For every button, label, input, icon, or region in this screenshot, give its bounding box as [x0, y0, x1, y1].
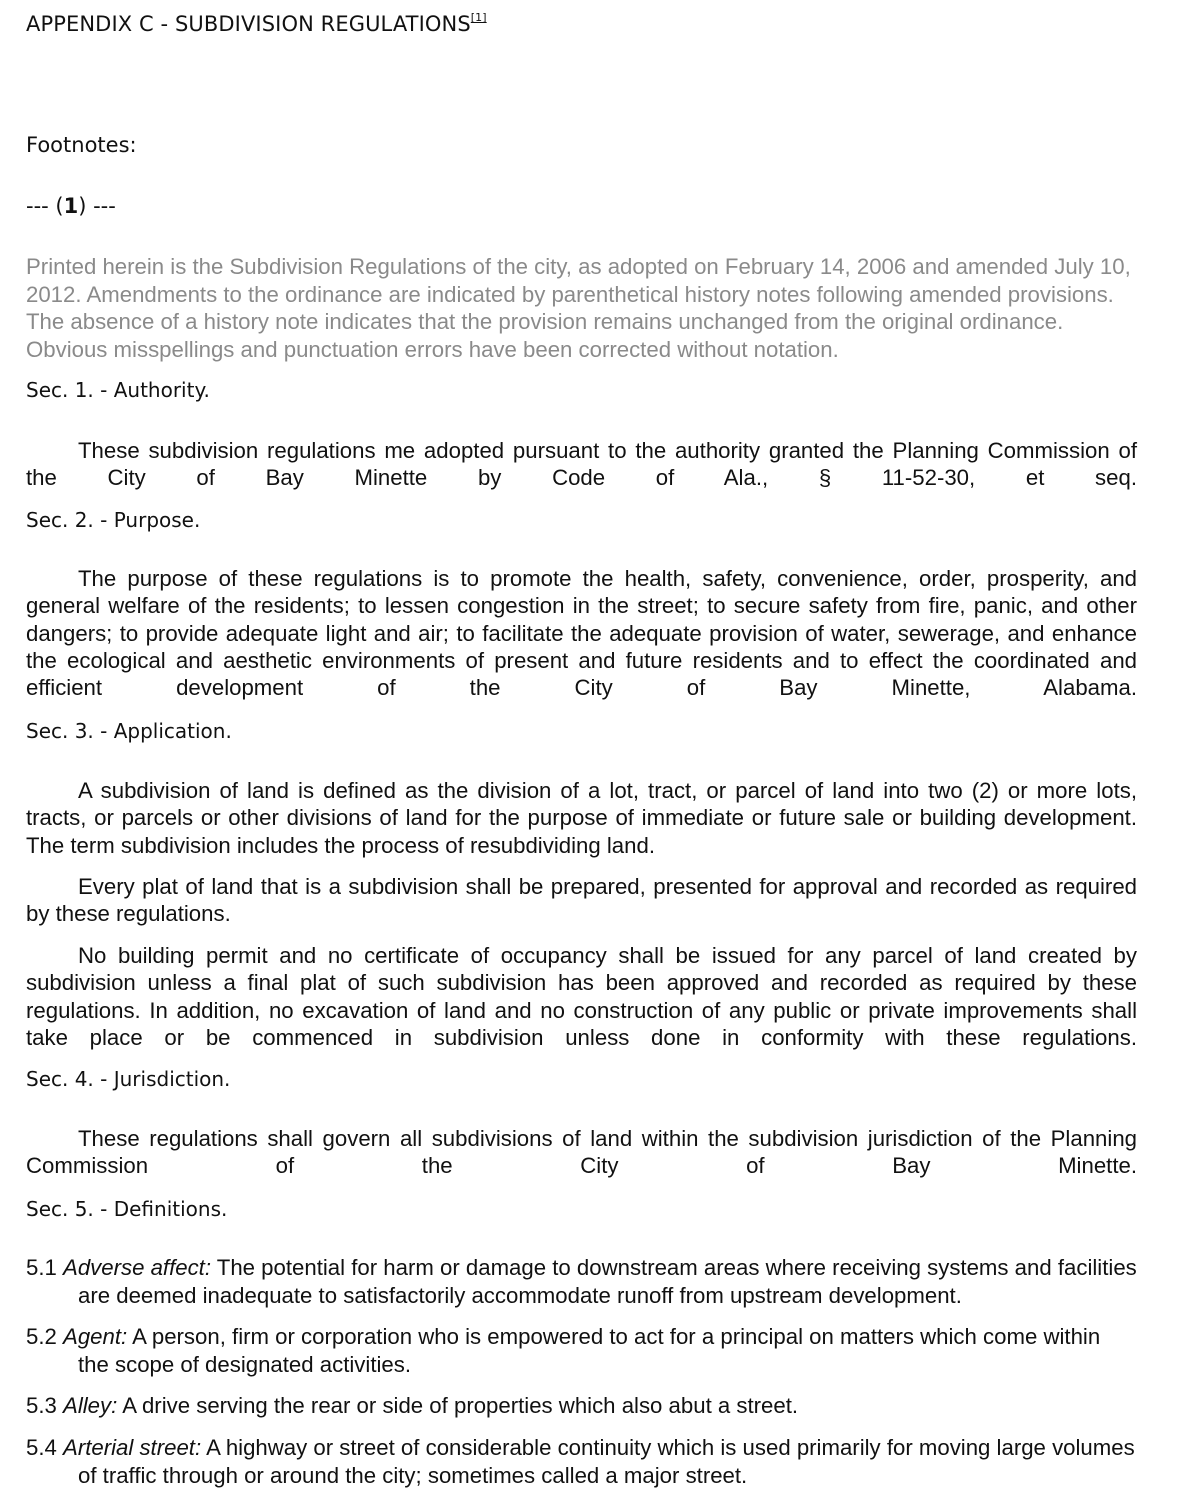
definition-number: 5.4 [26, 1435, 57, 1460]
section-heading-authority: Sec. 1. - Authority. [26, 378, 210, 402]
purpose-paragraph: The purpose of these regulations is to promote the health, safety, convenience, order, prosperity, and general welfare of the residents; to lessen congestion in the street; to secure safety from fire, panic, and other dangers; to provide adequate light and air; to facilitate the adequate provision of water, sewerage, and enhance the ecological and aesthetic environments of present and future residents and to effect the coordinated and efficient development of the City of Bay Minette, Alabama. [26, 566, 1137, 701]
footnote-ref-sup [471, 11, 487, 24]
footnote-marker-prefix: --- ( [26, 194, 64, 218]
jurisdiction-paragraph: These regulations shall govern all subdivisions of land within the subdivision jurisdiction of the Planning Commission of the City of Bay Minette. [26, 1126, 1137, 1179]
definition-text: The potential for harm or damage to downstream areas where receiving systems and facilities are deemed inadequate to satisfactorily accommodate runoff from upstream development. [78, 1255, 1137, 1308]
definition-term: Arterial street: [63, 1435, 202, 1460]
footnote-marker [26, 194, 116, 218]
footnote-marker-suffix: ) --- [78, 194, 116, 218]
section-heading-jurisdiction: Sec. 4. - Jurisdiction. [26, 1067, 231, 1091]
footnote-text: Printed herein is the Subdivision Regulations of the city, as adopted on February 14, 2006 and amended July 10, 2012. Amendments to the ordinance are indicated by parenthetical history notes following amended provisions. The absence of a history note indicates that the provision remains unchanged from the original ordinance. Obvious misspellings and punctuation errors have been corrected without notation. [26, 254, 1131, 362]
footnotes-label: Footnotes: [26, 133, 137, 157]
section-heading-application: Sec. 3. - Application. [26, 719, 232, 743]
definition-text: A drive serving the rear or side of properties which also abut a street. [122, 1393, 799, 1418]
page-title [26, 12, 487, 36]
footnote-marker-number: 1 [63, 194, 79, 218]
application-paragraph-1: A subdivision of land is defined as the division of a lot, tract, or parcel of land into two (2) or more lots, tracts, or parcels or other divisions of land for the purpose of immediate or future sale or building development. The term subdivision includes the process of resubdividing land. [26, 778, 1137, 858]
section-heading-purpose: Sec. 2. - Purpose. [26, 508, 201, 532]
title-text: APPENDIX C - SUBDIVISION REGULATIONS [26, 12, 471, 36]
section-heading-definitions: Sec. 5. - Definitions. [26, 1197, 228, 1221]
definition-text: A person, firm or corporation who is empowered to act for a principal on matters which come within the scope of designated activities. [78, 1324, 1101, 1377]
definition-text: A highway or street of considerable continuity which is used primarily for moving large volumes of traffic through or around the city; sometimes called a major street. [78, 1435, 1135, 1488]
authority-paragraph: These subdivision regulations me adopted pursuant to the authority granted the Planning Commission of the City of Bay Minette by Code of Ala., § 11-52-30, et seq. [26, 438, 1137, 491]
definition-number: 5.1 [26, 1255, 57, 1280]
definition-number: 5.2 [26, 1324, 57, 1349]
definition-item [26, 1254, 1137, 1310]
definition-item [26, 1392, 1137, 1420]
application-paragraph-2: Every plat of land that is a subdivision shall be prepared, presented for approval and recorded as required by these regulations. [26, 874, 1137, 927]
definition-item [26, 1434, 1137, 1490]
footnote-ref-link[interactable]: [1] [470, 11, 487, 24]
definition-number: 5.3 [26, 1393, 57, 1418]
definition-term: Adverse affect: [63, 1255, 212, 1280]
definition-item [26, 1323, 1137, 1379]
application-paragraph-3: No building permit and no certificate of occupancy shall be issued for any parcel of land created by subdivision unless a final plat of such subdivision has been approved and recorded as required by these regulations. In addition, no excavation of land and no construction of any public or private improvements shall take place or be commenced in subdivision unless done in conformity with these regulations. [26, 943, 1137, 1050]
definition-term: Agent: [63, 1324, 128, 1349]
definition-term: Alley: [63, 1393, 118, 1418]
